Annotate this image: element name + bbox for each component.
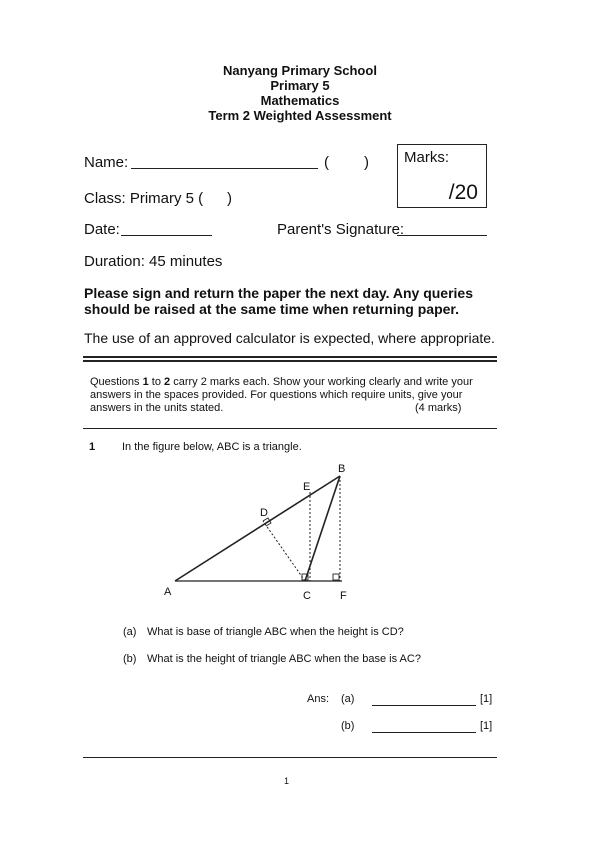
- question-number: 1: [89, 441, 96, 453]
- label-a: A: [164, 586, 172, 598]
- label-f: F: [340, 590, 347, 602]
- subject: Mathematics: [260, 93, 340, 108]
- parent-signature-label: Parent's Signature:: [277, 221, 405, 238]
- instructions-text: Questions: [90, 376, 143, 388]
- height-cd: [263, 521, 305, 581]
- side-ab: [175, 476, 340, 581]
- name-paren-close: ): [364, 154, 369, 171]
- ans-a-blank: [372, 705, 476, 706]
- marks-label: Marks:: [404, 149, 449, 166]
- ans-b-blank: [372, 732, 476, 733]
- label-c: C: [303, 590, 311, 602]
- level: Primary 5: [270, 78, 330, 93]
- instructions-q-start: 1: [142, 376, 149, 388]
- duration: Duration: 45 minutes: [84, 253, 223, 270]
- ans-b-label: (b): [341, 720, 355, 732]
- calculator-note: The use of an approved calculator is expected, where appropriate.: [84, 330, 495, 346]
- part-a-label: (a): [123, 626, 137, 638]
- instructions-q-end: 2: [164, 376, 171, 388]
- instructions-text: carry 2 marks each. Show your working clearly and write your: [170, 376, 473, 388]
- part-a-text: What is base of triangle ABC when the height is CD?: [147, 626, 404, 638]
- date-label: Date:: [84, 221, 120, 238]
- instructions-line-2: answers in the spaces provided. For questions which require units, give your: [90, 389, 463, 401]
- name-paren-open: (: [324, 154, 329, 171]
- question-text: In the figure below, ABC is a triangle.: [122, 441, 302, 453]
- instructions-marks: (4 marks): [415, 402, 462, 414]
- ans-b-marks: [1]: [480, 720, 493, 732]
- name-label: Name:: [84, 154, 129, 171]
- label-b: B: [338, 463, 346, 475]
- ans-a-marks: [1]: [480, 693, 493, 705]
- class-label: Class: Primary 5 (: [84, 190, 204, 207]
- label-e: E: [303, 481, 311, 493]
- assessment-title: Term 2 Weighted Assessment: [208, 108, 392, 123]
- ans-label: Ans:: [307, 693, 330, 705]
- ans-a-label: (a): [341, 693, 355, 705]
- label-d: D: [260, 507, 268, 519]
- bottom-divider: [83, 757, 497, 758]
- instructions-text: to: [148, 376, 165, 388]
- part-b-label: (b): [123, 653, 137, 665]
- marks-total: /20: [448, 181, 478, 204]
- class-paren-close: ): [227, 190, 232, 207]
- part-b-text: What is the height of triangle ABC when the base is AC?: [147, 653, 421, 665]
- school-name: Nanyang Primary School: [223, 63, 377, 78]
- page-number: 1: [284, 776, 290, 786]
- instructions-line-3: answers in the units stated.: [90, 402, 224, 414]
- notice-line-2: should be raised at the same time when returning paper.: [84, 301, 459, 317]
- right-angle-f: [333, 574, 339, 580]
- notice-line-1: Please sign and return the paper the next day. Any queries: [84, 285, 473, 301]
